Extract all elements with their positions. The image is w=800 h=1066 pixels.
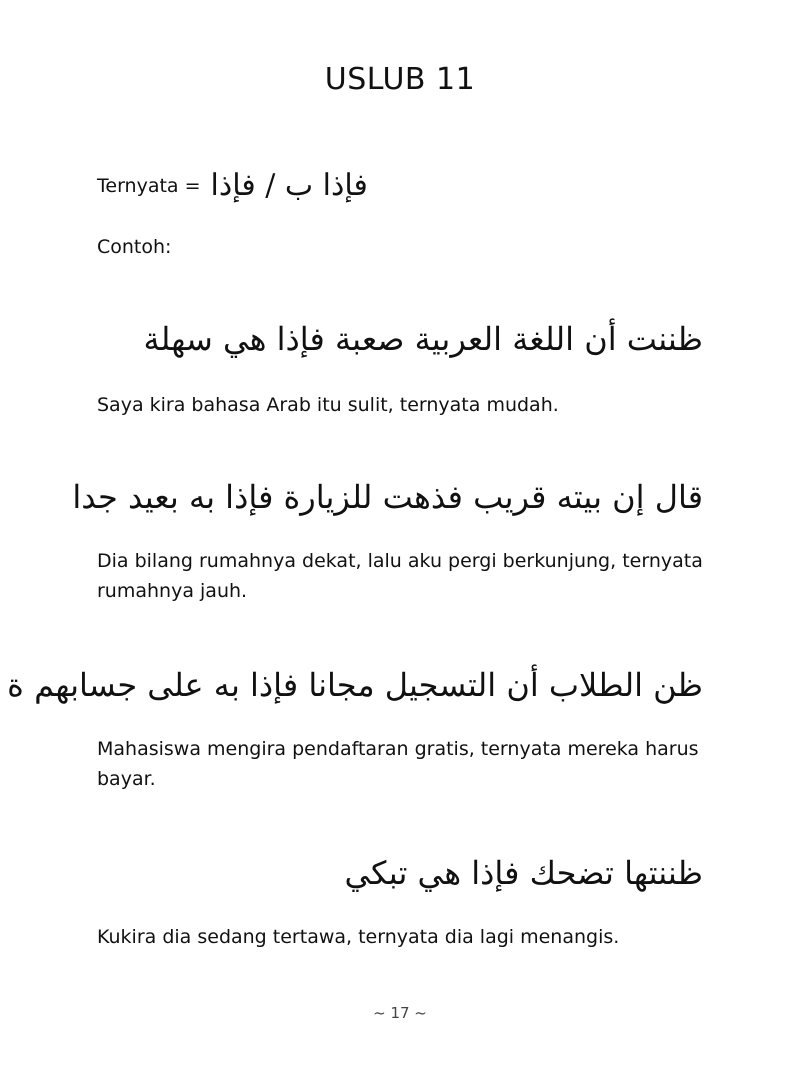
example-1-arabic: ظننت أن اللغة العربية صعبة فإذا هي سهلة	[143, 320, 703, 358]
definition-label: Ternyata	[97, 174, 179, 197]
contoh-label: Contoh:	[97, 236, 172, 258]
definition-arabic: فإذا ب / فإذا	[210, 168, 368, 203]
example-1-translation: Saya kira bahasa Arab itu sulit, ternyata mudah.	[97, 394, 559, 416]
definition-line	[97, 168, 368, 203]
example-3-translation: Mahasiswa mengira pendaftaran gratis, ternyata mereka harus bayar.	[97, 738, 699, 790]
example-4-arabic: ظننتها تضحك فإذا هي تبكي	[344, 854, 703, 892]
definition-equals: =	[184, 174, 201, 197]
page-title: USLUB 11	[324, 62, 476, 97]
example-4-translation: Kukira dia sedang tertawa, ternyata dia lagi menangis.	[97, 926, 620, 948]
example-2-translation: Dia bilang rumahnya dekat, lalu aku pergi berkunjung, ternyata rumahnya jauh.	[97, 550, 703, 602]
example-3-arabic: ظن الطلاب أن التسجيل مجانا فإذا به على جسابهم ة	[7, 666, 703, 704]
page-number: ~ 17 ~	[373, 1004, 427, 1022]
example-2-arabic: قال إن بيته قريب فذهت للزيارة فإذا به بعيد جدا	[72, 478, 703, 516]
